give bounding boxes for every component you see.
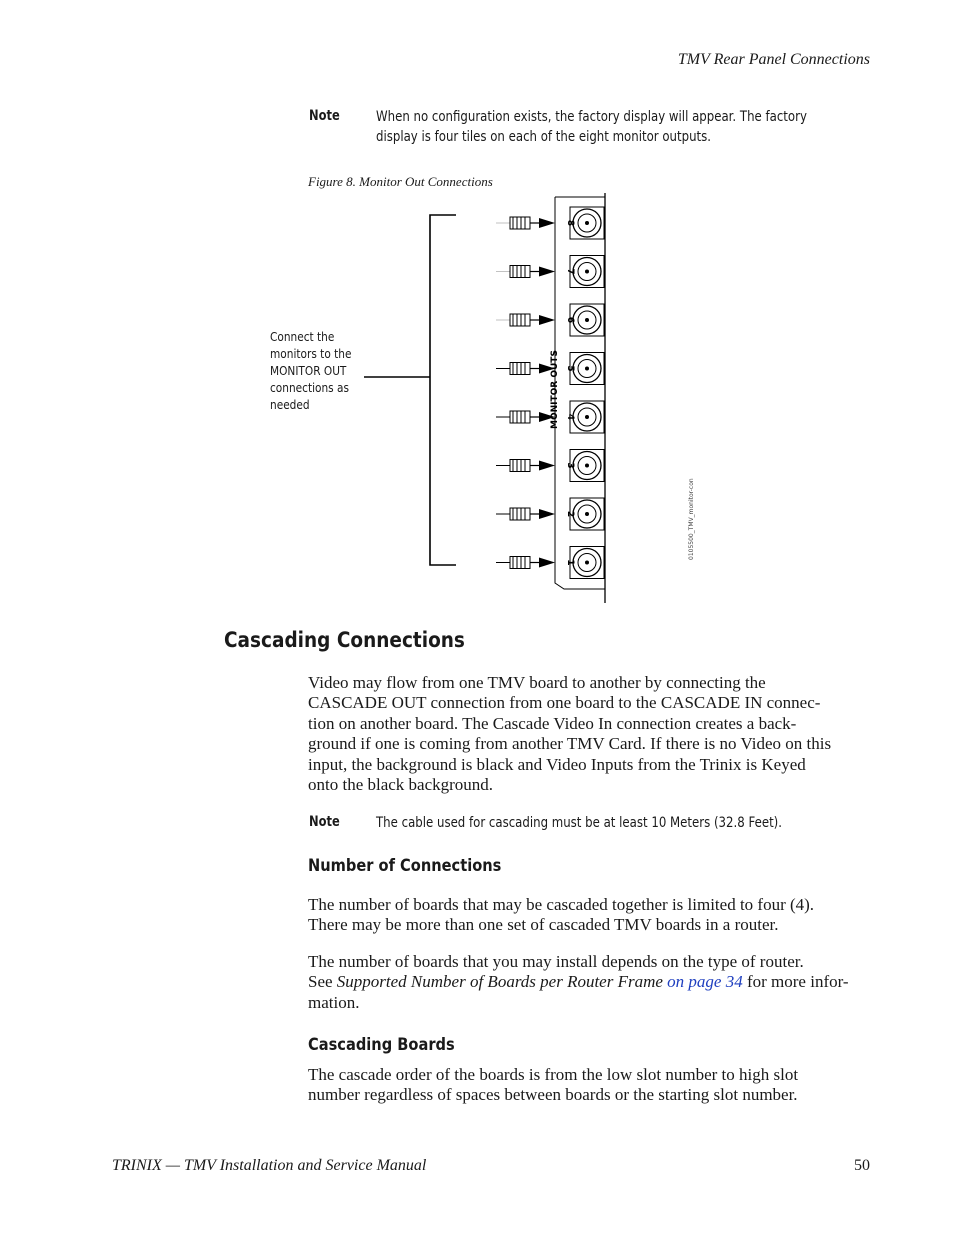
text-line: mation. bbox=[308, 992, 360, 1012]
arrow-icon bbox=[539, 461, 555, 471]
monitor-out-diagram bbox=[300, 185, 720, 610]
bnc-pin-icon bbox=[585, 367, 589, 371]
text-line: Video may flow from one TMV board to another by connecting the bbox=[308, 673, 766, 692]
text-line: number regardless of spaces between boards or the starting slot number. bbox=[308, 1085, 798, 1105]
note-line: display is four tiles on each of the eight monitor outputs. bbox=[376, 129, 712, 145]
port-number: 7 bbox=[565, 268, 575, 275]
figure-caption: Figure 8. Monitor Out Connections bbox=[308, 174, 493, 189]
port-number: 6 bbox=[565, 316, 575, 324]
subsection-heading: Cascading Boards bbox=[308, 1035, 455, 1055]
note-text: The cable used for cascading must be at least 10 Meters (32.8 Feet). bbox=[376, 815, 783, 831]
bnc-pin-icon bbox=[585, 270, 589, 274]
port-number: 8 bbox=[565, 219, 575, 227]
text-line: The number of boards that you may install depends on the type of router. bbox=[308, 952, 804, 971]
bnc-pin-icon bbox=[585, 318, 589, 322]
image-id: 0105500_TMV_monitor-con bbox=[688, 478, 695, 560]
text-line: There may be more than one set of cascaded TMV boards in a router. bbox=[308, 915, 779, 935]
text-tail: for more infor- bbox=[742, 972, 849, 992]
note-line: When no configuration exists, the factory display will appear. The factory bbox=[376, 109, 807, 125]
page-link[interactable]: on page 34 bbox=[667, 972, 743, 992]
monitor-out-port bbox=[496, 207, 604, 239]
monitor-out-port bbox=[496, 547, 604, 579]
port-number: 3 bbox=[565, 462, 575, 469]
port-number: 1 bbox=[565, 559, 575, 566]
bnc-pin-icon bbox=[585, 221, 589, 225]
bnc-pin-icon bbox=[585, 512, 589, 516]
footer-title: TRINIX — TMV Installation and Service Manual bbox=[112, 1157, 427, 1174]
section-heading: Cascading Connections bbox=[224, 628, 465, 652]
subsection-heading: Number of Connections bbox=[308, 856, 502, 876]
monitor-out-port bbox=[496, 498, 604, 530]
callout-line: monitors to the bbox=[270, 347, 352, 361]
arrow-icon bbox=[539, 267, 555, 277]
callout-bracket bbox=[430, 215, 456, 565]
port-number: 4 bbox=[565, 413, 575, 421]
text-line: input, the background is black and Video Inputs from the Trinix is Keyed bbox=[308, 754, 806, 774]
bnc-pin-icon bbox=[585, 464, 589, 468]
note-label: Note bbox=[309, 108, 340, 124]
bnc-pin-icon bbox=[585, 415, 589, 419]
monitor-out-port bbox=[496, 450, 604, 482]
cross-reference: Supported Number of Boards per Router Frame bbox=[336, 972, 663, 992]
note-label: Note bbox=[309, 814, 340, 830]
panel-label: MONITOR OUTS bbox=[550, 350, 560, 429]
arrow-icon bbox=[539, 218, 555, 228]
running-header: TMV Rear Panel Connections bbox=[677, 51, 870, 68]
page-number: 50 bbox=[854, 1157, 870, 1174]
monitor-out-port bbox=[496, 256, 604, 288]
text-line: The number of boards that may be cascaded together is limited to four (4). bbox=[308, 895, 815, 914]
port-number: 2 bbox=[565, 510, 575, 518]
port-number: 5 bbox=[565, 365, 575, 372]
text-line: onto the black background. bbox=[308, 775, 494, 795]
note-text bbox=[376, 107, 846, 147]
monitor-out-port bbox=[496, 304, 604, 336]
text-line: The cascade order of the boards is from the low slot number to high slot bbox=[308, 1065, 799, 1084]
callout-line: MONITOR OUT bbox=[270, 364, 347, 378]
text-line: tion on another board. The Cascade Video In connection creates a back- bbox=[308, 713, 797, 733]
arrow-icon bbox=[539, 509, 555, 519]
text-line: ground if one is coming from another TMV Card. If there is no Video on this bbox=[308, 734, 832, 754]
text-see: See bbox=[308, 972, 337, 992]
paragraph bbox=[308, 952, 870, 1013]
text-line: CASCADE OUT connection from one board to the CASCADE IN connec- bbox=[308, 693, 821, 713]
arrow-icon bbox=[539, 558, 555, 568]
arrow-icon bbox=[539, 315, 555, 325]
paragraph bbox=[308, 895, 870, 936]
bnc-pin-icon bbox=[585, 561, 589, 565]
paragraph bbox=[308, 1065, 870, 1106]
text-line bbox=[308, 972, 870, 992]
callout-line: Connect the bbox=[270, 330, 335, 344]
callout-line: needed bbox=[270, 398, 310, 412]
section-paragraph bbox=[308, 673, 870, 795]
callout-line: connections as bbox=[270, 381, 350, 395]
